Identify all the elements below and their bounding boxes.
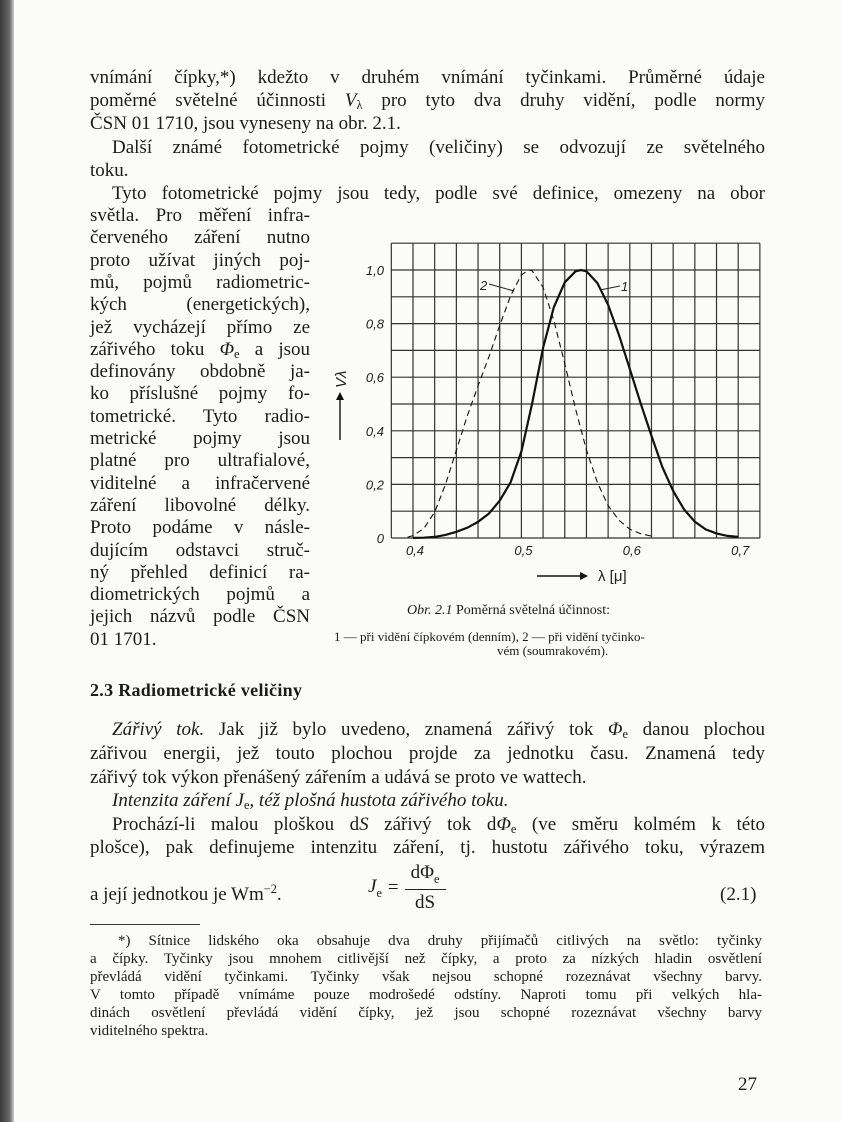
text-line: vnímání čípky,*) kdežto v druhém vnímání tyčinkami. Průměrné údaje	[90, 67, 765, 88]
text-line: viditelného spektra.	[90, 1023, 209, 1039]
x-tick-label: 0,6	[622, 543, 641, 558]
curve-label-leader	[489, 284, 514, 291]
text-line: *) Sítnice lidského oka obsahuje dva druhy přijímačů citlivých na světlo: tyčinky	[118, 933, 762, 949]
x-axis-label: λ [μ]	[598, 568, 627, 585]
text-line: platné pro ultrafialové,	[90, 450, 310, 472]
text-line: V tomto případě vnímáme pouze modrošedé odstíny. Naproti tomu při velkých hla-	[90, 987, 762, 1003]
text-line: dinách osvětlení převládá vidění čípky, jež jsou schopné rozeznávat všechny barvy	[90, 1005, 762, 1021]
x-tick-label: 0,5	[514, 543, 533, 558]
equation-fraction: $\frac{d\Phi_e}{dS}$	[405, 862, 446, 914]
equation-number: (2.1)	[720, 884, 757, 905]
x-tick-label: 0,7	[731, 543, 750, 558]
text-line: diometrických pojmů a	[90, 584, 310, 606]
text-line: červeného záření nutno	[90, 227, 310, 249]
text-line: mů, pojmů radiometric-	[90, 271, 310, 293]
text-line: kých (energetických),	[90, 294, 310, 316]
figure-caption-title: Obr. 2.1 Poměrná světelná účinnost:	[407, 603, 610, 618]
text-line: ko příslušné pojmy fo-	[90, 383, 310, 405]
figure-caption-line: vém (soumrakovém).	[497, 643, 609, 658]
text-line: zářivý tok výkon přenášený zářením a udává se proto ve wattech.	[90, 767, 587, 788]
text-line: ČSN 01 1710, jsou vyneseny na obr. 2.1.	[90, 113, 401, 134]
x-tick-label: 0,4	[405, 543, 425, 558]
text-line: ný přehled definicí ra-	[90, 561, 310, 583]
text-line: jejich názvů podle ČSN	[90, 606, 310, 628]
equation-lhs: $J_e$	[368, 875, 382, 900]
text-line: světla. Pro měření infra-	[90, 205, 310, 226]
text-line: převládá vidění tyčinkami. Tyčinky však nejsou schopné rozeznávat všechny barvy.	[90, 969, 762, 985]
text-line: Zářivý tok. Jak již bylo uvedeno, znamená zářivý tok $\Phi_e$ danou plochou	[112, 719, 765, 741]
text-line: Intenzita záření $J_e$, též plošná hustota zářivého toku.	[112, 790, 509, 812]
text-line: Tyto fotometrické pojmy jsou tedy, podle své definice, omezeny na obor	[112, 183, 765, 204]
text-line: a čípky. Tyčinky jsou mnohem citlivější než čípky, a proto za nízkých hladin osvětlení	[90, 951, 762, 967]
x-axis-arrowhead	[580, 572, 588, 580]
curve-label-2: 2	[480, 278, 488, 293]
text-line: 01 1701.	[90, 628, 157, 650]
text-line: zářivého toku $\Phi_e$ a jsou	[90, 338, 310, 361]
text-line: záření libovolné délky.	[90, 494, 310, 516]
text-line: proto užívat jiných poj-	[90, 249, 310, 271]
text-line: Další známé fotometrické pojmy (veličiny) se odvozují ze světelného	[112, 137, 765, 158]
figure-caption-line: 1 — při vidění čípkovém (denním), 2 — při vidění tyčinko-	[334, 629, 645, 644]
text-line: poměrné světelné účinnosti $V_\lambda$ pro tyto dva druhy vidění, podle normy	[90, 90, 765, 112]
y-tick-label: 1,0	[365, 263, 384, 278]
text-line: tometrické. Tyto radio-	[90, 405, 310, 427]
y-axis-label: Vλ	[333, 370, 350, 388]
text-line: viditelné a infračervené	[90, 472, 310, 494]
page-number: 27	[738, 1074, 757, 1095]
y-axis-arrowhead	[336, 392, 344, 400]
curve-label-leader	[600, 286, 620, 290]
text-line: definovány obdobně ja-	[90, 361, 310, 383]
text-line: metrické pojmy jsou	[90, 428, 310, 449]
section-heading: 2.3 Radiometrické veličiny	[90, 680, 303, 700]
y-tick-label: 0,8	[365, 316, 384, 332]
text-line: jež vycházejí přímo ze	[90, 316, 310, 338]
text-line: plošce), pak definujeme intenzitu záření, tj. hustotu zářivého toku, výrazem	[90, 837, 765, 858]
text-line: Proto podáme v násle-	[90, 517, 310, 539]
text-line: toku.	[90, 160, 129, 181]
y-tick-label: 0,6	[365, 370, 384, 386]
equation-equals: =	[387, 876, 399, 898]
y-tick-label: 0,2	[365, 477, 384, 493]
text-line: Prochází-li malou ploškou dS zářivý tok $d\Phi_e$ (ve směru kolmém k této	[112, 814, 765, 836]
text-line: a její jednotkou je $Wm^{-2}$.	[90, 882, 282, 905]
curve-label-1: 1	[621, 279, 629, 294]
text-line: zářivou energii, jež touto plochou projde za jednotku času. Znamená tedy	[90, 743, 765, 764]
y-tick-label: 0	[376, 531, 384, 546]
y-tick-label: 0,4	[365, 423, 384, 439]
text-line: dujícím odstavci struč-	[90, 539, 310, 561]
